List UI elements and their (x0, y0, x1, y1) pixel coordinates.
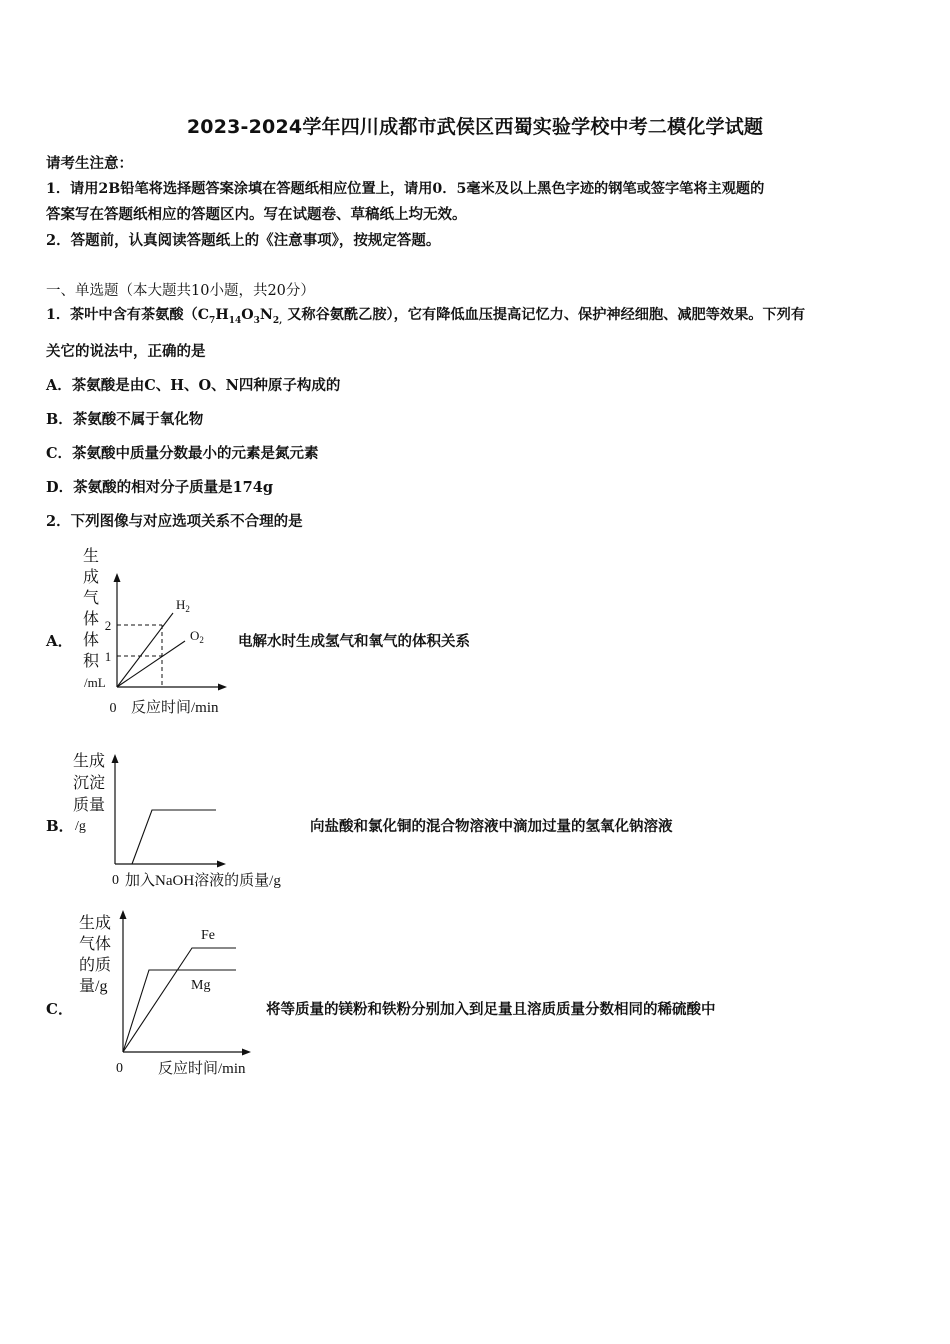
chart-a-ylabel-3: 气 (82, 590, 100, 607)
chart-b-origin: 0 (112, 873, 119, 888)
chart-a-o2-label (190, 628, 204, 645)
chart-c-mg-line (123, 970, 236, 1052)
question-1-stem (46, 304, 805, 326)
chart-a-ytick-2: 2 (104, 618, 112, 633)
chart-a-o2-line (117, 641, 185, 687)
notice-line-1b: 答案写在答题纸相应的答题区内。写在试题卷、草稿纸上均无效。 (46, 206, 467, 223)
q1-option-a: A．茶氨酸是由C、H、O、N四种原子构成的 (46, 377, 341, 394)
section-header: 一、单选题（本大题共10小题，共20分） (46, 283, 315, 299)
chart-b (70, 745, 305, 895)
chart-a (70, 540, 240, 722)
chart-a-origin: 0 (109, 701, 117, 716)
chart-a-ylabel-2: 成 (82, 569, 100, 586)
chart-b-ylabel-3: 质量 (73, 797, 106, 814)
chart-a-h2-text: H (176, 597, 186, 612)
chart-b-ylabel-2: 沉淀 (73, 775, 106, 792)
q1-sub-c: 7 (209, 315, 216, 326)
chart-c-ylabel-1: 生成 (79, 915, 112, 932)
q2-option-a-desc: 电解水时生成氢气和氧气的体积关系 (238, 633, 470, 650)
chart-c-mg-label: Mg (191, 978, 211, 993)
chart-a-ylabel-5: 体 (82, 632, 100, 649)
chart-c-ylabel-2: 气体 (79, 936, 112, 953)
q1-h: H (215, 307, 229, 323)
chart-a-h2-label (176, 597, 190, 614)
chart-b-y-arrow (112, 754, 119, 763)
chart-a-ylabel-1: 生 (82, 548, 100, 565)
chart-a-o2-text: O (190, 628, 200, 643)
chart-a-xlabel: 反应时间/min (131, 700, 219, 716)
chart-a-x-arrow (218, 684, 227, 691)
chart-c-origin: 0 (116, 1061, 123, 1076)
q1-option-b: B．茶氨酸不属于氧化物 (46, 411, 204, 428)
chart-c-xlabel: 反应时间/min (158, 1061, 246, 1077)
chart-b-precipitate-line (132, 810, 216, 864)
q2-option-b-label: B． (46, 817, 74, 835)
chart-a-y-arrow (114, 573, 121, 582)
notice-heading: 请考生注意： (46, 155, 133, 172)
chart-a-yunit: /mL (84, 675, 106, 690)
chart-c-y-arrow (120, 910, 127, 919)
notice-line-1a: 1．请用2B铅笔将选择题答案涂填在答题纸相应位置上，请用0．5毫米及以上黑色字迹的钢笔或签字笔将主观题的 (46, 181, 765, 197)
chart-b-xlabel: 加入NaOH溶液的质量/g (125, 873, 281, 889)
page-title: 2023-2024学年四川成都市武侯区西蜀实验学校中考二模化学试题 (186, 116, 764, 138)
question-1-stem-line-2: 关它的说法中，正确的是 (46, 343, 206, 360)
q2-option-c-desc: 将等质量的镁粉和铁粉分别加入到足量且溶质质量分数相同的稀硫酸中 (266, 1001, 716, 1018)
q1-prefix: 1．茶叶中含有茶氨酸（C (46, 307, 210, 323)
chart-b-x-arrow (217, 861, 226, 868)
notice-line-2: 2．答题前，认真阅读答题纸上的《注意事项》，按规定答题。 (46, 232, 441, 249)
chart-c-ylabel-3: 的质 (79, 957, 112, 974)
chart-b-ylabel-4: /g (75, 819, 86, 834)
chart-a-o2-sub: 2 (199, 635, 204, 645)
chart-c-ylabel-4: 量/g (79, 978, 108, 995)
question-2-stem: 2．下列图像与对应选项关系不合理的是 (46, 513, 303, 530)
q1-sub-o: 3 (253, 315, 260, 326)
q1-sub-h: 14 (228, 315, 242, 326)
chart-c-x-arrow (242, 1049, 251, 1056)
chart-b-ylabel-1: 生成 (73, 753, 106, 770)
chart-a-h2-line (117, 613, 173, 687)
chart-a-ytick-1: 1 (104, 649, 112, 664)
q1-option-c: C．茶氨酸中质量分数最小的元素是氮元素 (46, 445, 319, 462)
chart-a-ylabel-6: 积 (82, 653, 100, 670)
q2-option-a-label: A． (46, 632, 73, 650)
chart-a-ylabel-4: 体 (82, 611, 100, 628)
chart-c-fe-label: Fe (201, 928, 215, 943)
q1-suffix: 又称谷氨酰乙胺），它有降低血压提高记忆力、保护神经细胞、减肥等效果。下列有 (282, 307, 806, 323)
q1-o: O (241, 307, 254, 323)
q1-sub-n: 2, (272, 315, 283, 326)
q1-n: N (259, 307, 273, 323)
q2-option-c-label: C． (46, 1000, 73, 1018)
chart-a-h2-sub: 2 (185, 604, 190, 614)
q1-option-d: D．茶氨酸的相对分子质量是174g (46, 479, 273, 496)
chart-c (70, 900, 270, 1080)
q2-option-b-desc: 向盐酸和氯化铜的混合物溶液中滴加过量的氢氧化钠溶液 (310, 818, 673, 835)
